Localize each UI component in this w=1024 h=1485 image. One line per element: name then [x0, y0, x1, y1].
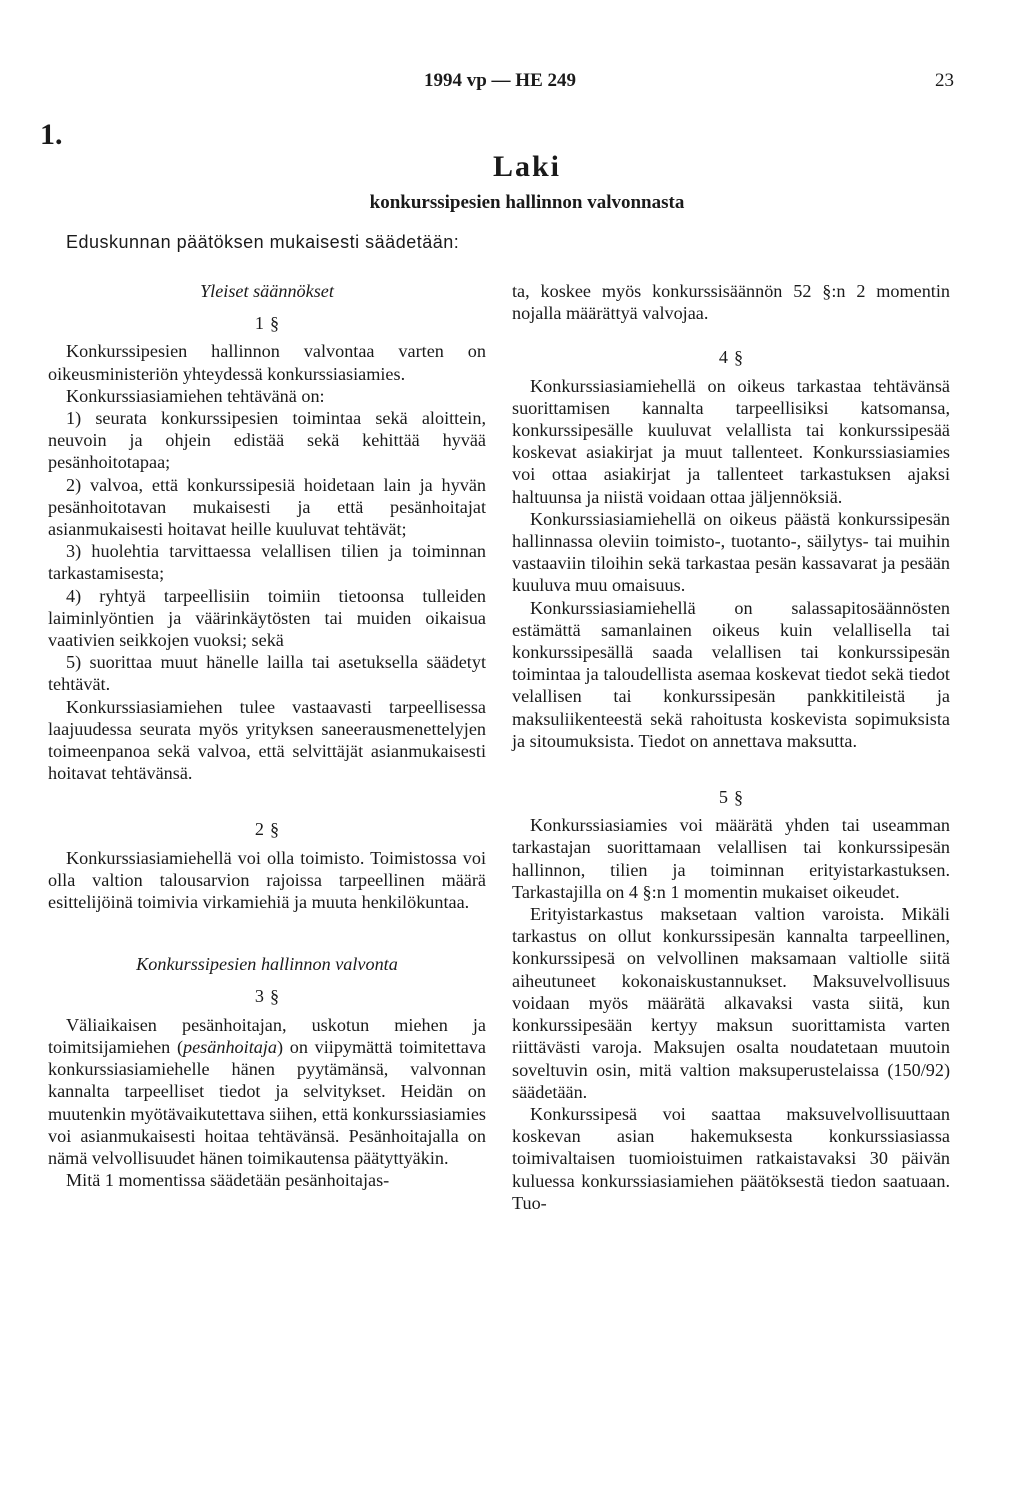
section-symbol: § — [270, 819, 280, 840]
paragraph: Konkurssiasiamiehellä voi olla toimisto. Toimistossa voi olla valtion talousarvion rajoissa tarpeellinen määrä esittelijöinä toimivia virkamiehiä ja muuta henkilökuntaa. — [48, 847, 486, 913]
left-column — [48, 280, 486, 1191]
paragraph: ta, koskee myös konkurssisäännön 52 §:n 2 momentin nojalla määrättyä valvojaa. — [512, 281, 950, 324]
list-item: 2) valvoa, että konkurssipesiä hoidetaan lain ja hyvän pesänhoitotavan mukaisesti ja että pesänhoitajat asianmukaisesti hoitavat heille kuuluvat tehtävät; — [48, 474, 486, 540]
list-item: 1) seurata konkurssipesien toimintaa sekä aloittein, neuvoin ja ohjein edistää sekä kehittää hyvää pesänhoitotapaa; — [48, 408, 486, 473]
section-number: 3 — [254, 986, 264, 1007]
section-1-heading — [48, 312, 486, 334]
paragraph — [48, 1014, 486, 1169]
section-number: 1 — [254, 313, 264, 334]
section-symbol: § — [734, 347, 744, 368]
paragraph: Erityistarkastus maksetaan valtion varoista. Mikäli tarkastus on ollut konkurssipesän kannalta tarpeellinen, konkurssipesä on velvollinen maksamaan valtiolle siitä aiheutuneet kokonaiskustannukset. Maksuvelvollisuus voidaan myös määrätä alkavaksi vasta siitä, kun konkurssipesään kertyy maksun suorittamista varten riittävästi varoja. Maksujen osalta noudatetaan muutoin soveltuvin osin, mitä valtion maksuperustelaissa (150/92) säädetään. — [512, 904, 950, 1102]
paragraph: Konkurssipesä voi saattaa maksuvelvollisuuttaan koskevan asian hakemuksesta konkurssiasiassa toimivaltaisen tuomioistuimen ratkaistavaksi 30 päivän kuluessa konkurssiasiamiehen päätöksestä tiedon saatuaan. Tuo- — [512, 1103, 950, 1213]
paragraph: Konkurssiasiamies voi määrätä yhden tai useamman tarkastajan suorittamaan velallisen tai konkurssipesän hallinnon, tilien ja toiminnan erityistarkastuksen. Tarkastajilla on 4 §:n 1 momentin mukaiset oikeudet. — [512, 815, 950, 902]
law-subtitle: konkurssipesien hallinnon valvonnasta — [369, 192, 685, 213]
list-item: 4) ryhtyä tarpeellisiin toimiin tietoonsa tulleiden laiminlyöntien ja väärinkäytösten tai muiden oikaisua vaativien seikkojen vuoksi; sekä — [48, 585, 486, 651]
enacting-clause: Eduskunnan päätöksen mukaisesti säädetään: — [66, 232, 460, 252]
defined-term: pesänhoitaja — [183, 1036, 277, 1057]
section-number: 2 — [254, 819, 264, 840]
list-item: 5) suorittaa muut hänelle lailla tai asetuksella säädetyt tehtävät. — [48, 652, 486, 695]
paragraph: Konkurssiasiamiehellä on oikeus päästä konkurssipesän hallinnassa oleviin toimisto-, tuotanto-, säilytys- tai muihin vastaaviin tiloihin sekä tarkastaa pesän kassavarat ja pesään kuuluva muu omaisuus. — [512, 508, 950, 596]
chapter-heading-general: Yleiset säännökset — [200, 281, 334, 301]
paragraph: Konkurssiasiamiehellä on oikeus tarkastaa tehtävänsä suorittamisen kannalta tarpeellisiksi katsomansa, konkurssipesälle kuuluvat velallista tai konkurssipesää koskevat asiakirjat ja muut tallenteet. Konkurssiasiamies voi ottaa asiakirjat ja tallenteet tarkastuksen ajaksi haltuunsa ja niistä voidaan ottaa jäljennöksiä. — [512, 375, 950, 507]
section-2-heading — [48, 818, 486, 840]
text-run: ) on viipymättä toimitettava konkurssiasiamiehelle hänen pyytämänsä, valvonnan kannalta tarpeelliset tiedot ja selvitykset. Heidän on muutenkin myötävaikutettava siihen, että konkurssiasiamies voi asianmukaisesti hoitaa tehtävänsä. Pesänhoitajalla on nämä velvollisuudet hänen toimikautensa päätyttyäkin. — [48, 1036, 486, 1168]
law-title: Laki — [492, 150, 562, 183]
chapter-heading-supervision: Konkurssipesien hallinnon valvonta — [136, 954, 398, 975]
paragraph: Konkurssiasiamiehen tulee vastaavasti tarpeellisessa laajuudessa seurata myös yrityksen saneerausmenettelyjen toimeenpanoa sekä valvoa, että selvittäjät asianmukaisesti hoitavat tehtävänsä. — [48, 696, 486, 784]
running-head: 1994 vp — HE 249 — [423, 70, 577, 91]
section-symbol: § — [270, 986, 280, 1007]
paragraph: Konkurssiasiamiehen tehtävänä on: — [66, 385, 325, 406]
right-column — [512, 280, 950, 1214]
section-5-heading — [512, 786, 950, 808]
paragraph: Konkurssiasiamiehellä on salassapitosäännösten estämättä samanlainen oikeus kuin velallisella tai konkurssipesällä saada velallisen tai konkurssipesän toimintaa ja taloudellista asemaa koskevat tiedot sekä tiedot velallisen tai konkurssipesän pankkitileistä ja maksuliikenteestä sekä rahoitusta koskevista sopimuksista ja sitoumuksista. Tiedot on annettava maksutta. — [512, 597, 950, 751]
section-symbol: § — [270, 313, 280, 334]
section-3-heading — [48, 985, 486, 1007]
section-4-heading — [512, 346, 950, 368]
list-item: 3) huolehtia tarvittaessa velallisen tilien ja toiminnan tarkastamisesta; — [48, 541, 486, 584]
section-number: 4 — [718, 347, 728, 368]
section-number: 5 — [718, 787, 728, 808]
page-header — [0, 70, 1024, 96]
paragraph: Konkurssipesien hallinnon valvontaa varten on oikeusministeriön yhteydessä konkurssiasiamies. — [48, 341, 486, 384]
law-number: 1. — [40, 118, 63, 151]
page-number: 23 — [935, 70, 954, 91]
text-run: Väliaikaisen pesänhoitajan, uskotun miehen ja toimitsijamiehen ( — [48, 1014, 486, 1057]
paragraph: Mitä 1 momentissa säädetään pesänhoitajas- — [66, 1170, 390, 1191]
section-symbol: § — [734, 787, 744, 808]
